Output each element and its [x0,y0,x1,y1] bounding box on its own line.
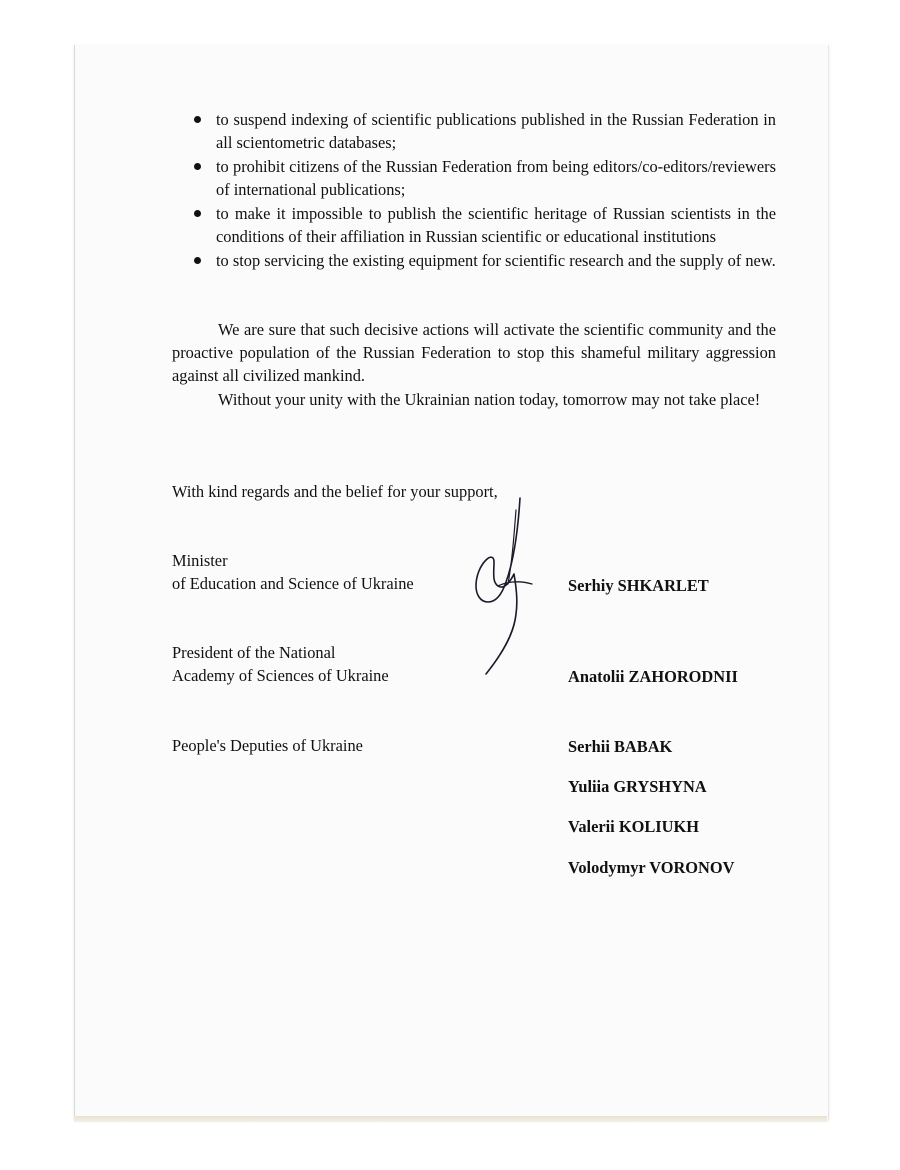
signature-icon [458,490,538,680]
page-edge [74,1116,827,1122]
minister-name: Serhiy SHKARLET [568,576,709,595]
body-paragraph: Without your unity with the Ukrainian nation today, tomorrow may not take place! [218,390,761,409]
list-item: to prohibit citizens of the Russian Federation from being editors/co-editors/reviewers of international publications; [192,155,776,201]
president-title: President of the National [172,643,336,662]
list-item: to stop servicing the existing equipment for scientific research and the supply of new. [192,249,776,272]
closing-line: With kind regards and the belief for your support, [172,482,498,501]
body-paragraph: We are sure that such decisive actions will activate the scientific community and the proactive population of the Russian Federation to stop this shameful military aggression against all civilized mankind. [172,320,776,385]
minister-title: Minister [172,551,228,570]
deputies-title: People's Deputies of Ukraine [172,736,363,755]
deputy-name: Yuliia GRYSHYNA [568,777,707,796]
president-name: Anatolii ZAHORODNII [568,667,738,686]
bullet-icon [194,116,201,123]
deputy-name: Volodymyr VORONOV [568,858,735,877]
bullet-icon [194,163,201,170]
deputy-name: Valerii KOLIUKH [568,817,699,836]
demands-list [192,108,776,273]
bullet-icon [194,257,201,264]
list-item: to suspend indexing of scientific publications published in the Russian Federation in all scientometric databases; [192,108,776,154]
deputy-name: Serhii BABAK [568,737,673,756]
minister-title: of Education and Science of Ukraine [172,574,414,593]
list-item: to make it impossible to publish the scientific heritage of Russian scientists in the conditions of their affiliation in Russian scientific or educational institutions [192,202,776,248]
bullet-icon [194,210,201,217]
president-title: Academy of Sciences of Ukraine [172,666,389,685]
